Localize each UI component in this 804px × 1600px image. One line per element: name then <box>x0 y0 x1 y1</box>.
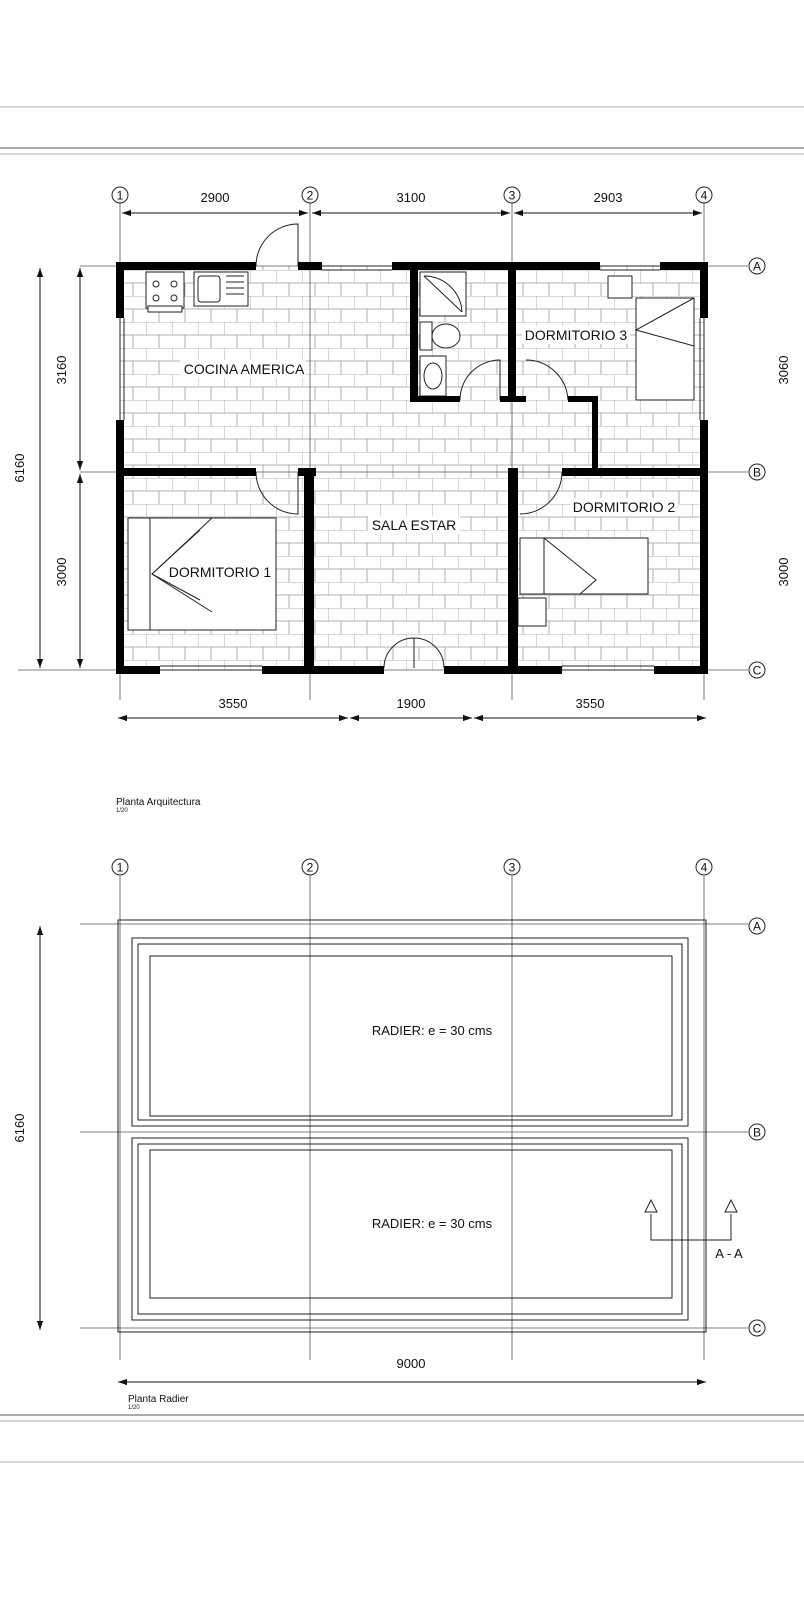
dim-right-1: 3060 <box>776 355 791 385</box>
dim-left-1: 3160 <box>54 355 69 385</box>
slab-dim-left: 6160 <box>12 1113 27 1143</box>
dim-bottom-3: 3550 <box>575 696 605 711</box>
dim-bottom-2: 1900 <box>396 696 426 711</box>
slab-scale: 1/20 <box>128 1405 140 1411</box>
slab-grid-lines <box>80 876 748 1360</box>
toilet-icon <box>420 322 460 350</box>
slab-grid-bubble-c: C <box>752 1321 762 1336</box>
grid-bubble-2: 2 <box>306 188 314 203</box>
washbasin-icon <box>420 356 446 396</box>
slab-grid-bubble-b: B <box>752 1125 762 1140</box>
dim-top-1: 2900 <box>200 190 230 205</box>
section-label: A - A <box>715 1246 743 1261</box>
slab-title: Planta Radier <box>128 1394 189 1405</box>
grid-bubble-c: C <box>752 663 762 678</box>
slab-grid-bubble-2: 2 <box>306 860 314 875</box>
grid-bubble-b: B <box>752 465 762 480</box>
grid-bubble-1: 1 <box>116 188 124 203</box>
floor-plan <box>12 187 791 814</box>
slab-dim-bottom: 9000 <box>396 1356 426 1371</box>
dim-right-2: 3000 <box>776 557 791 587</box>
grid-bubble-4: 4 <box>700 188 708 203</box>
room-label-cocina: COCINA AMERICA <box>183 361 305 377</box>
stove-icon <box>146 272 184 312</box>
dim-top-2: 3100 <box>396 190 426 205</box>
sink-icon <box>194 272 248 306</box>
slab-outlines <box>118 920 706 1332</box>
grid-bubble-a: A <box>752 259 762 274</box>
dim-left-total: 6160 <box>12 453 27 483</box>
plan-title: Planta Arquitectura <box>116 797 201 808</box>
slab-grid-bubble-3: 3 <box>508 860 516 875</box>
slab-label-2: RADIER: e = 30 cms <box>371 1216 493 1231</box>
slab-label-1: RADIER: e = 30 cms <box>371 1023 493 1038</box>
dim-left-2: 3000 <box>54 557 69 587</box>
room-label-dormitorio-3: DORMITORIO 3 <box>524 327 628 343</box>
section-arrow-right-icon <box>725 1200 737 1212</box>
section-marker <box>645 1200 737 1240</box>
slab-grid-bubble-4: 4 <box>700 860 708 875</box>
grid-bubble-3: 3 <box>508 188 516 203</box>
entry-door-swing <box>256 224 298 266</box>
dim-bottom-1: 3550 <box>218 696 248 711</box>
slab-grid-bubble-a: A <box>752 919 762 934</box>
section-arrow-left-icon <box>645 1200 657 1212</box>
plan-scale: 1/20 <box>116 808 128 814</box>
room-label-sala-estar: SALA ESTAR <box>371 517 457 533</box>
slab-plan <box>12 859 765 1411</box>
room-label-dormitorio-2: DORMITORIO 2 <box>572 499 676 515</box>
shower-icon <box>420 272 466 316</box>
room-label-dormitorio-1: DORMITORIO 1 <box>168 564 272 580</box>
slab-grid-bubbles <box>112 859 765 1336</box>
slab-grid-bubble-1: 1 <box>116 860 124 875</box>
dim-top-3: 2903 <box>593 190 623 205</box>
